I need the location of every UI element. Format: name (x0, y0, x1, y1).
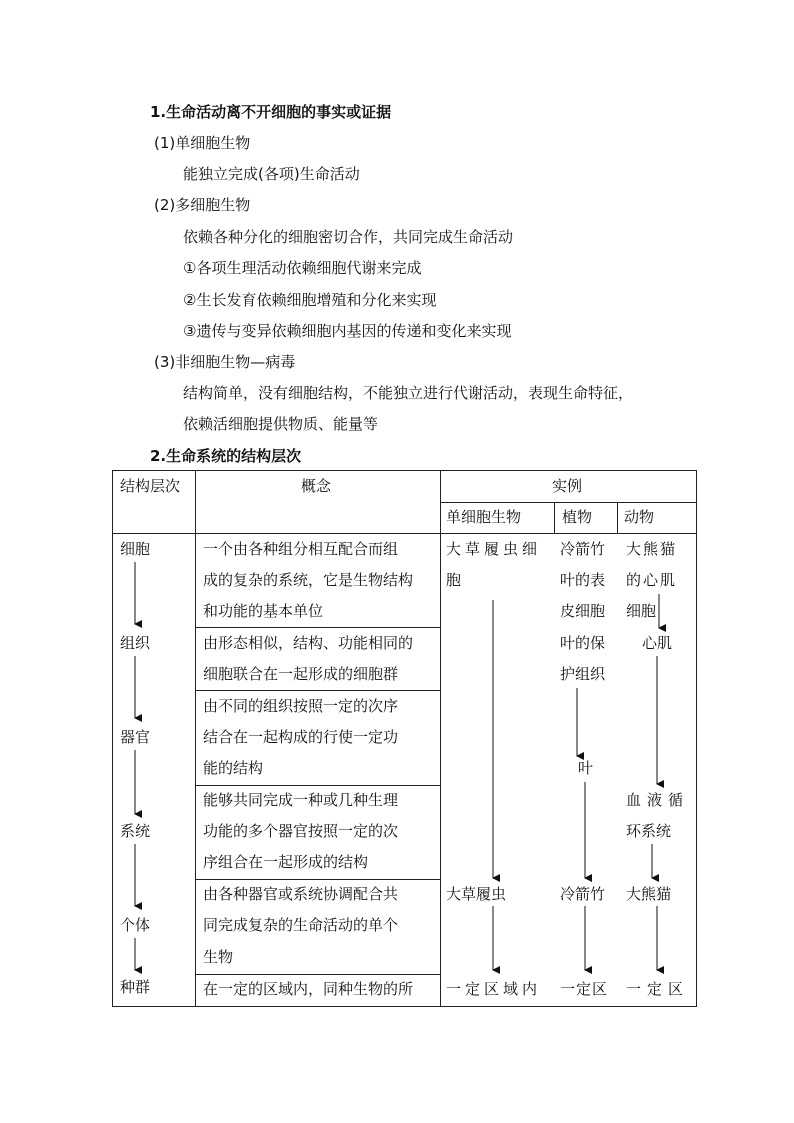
example-animal-cell: 的心肌 (626, 571, 678, 589)
example-unicellular-population: 一定区域内 (446, 980, 542, 998)
example-plant-cell: 叶的表 (560, 571, 606, 589)
concept-line: 能的结构 (203, 759, 264, 777)
example-unicellular-individual: 大草履虫 (446, 885, 507, 903)
concept-line: 由不同的组织按照一定的次序 (203, 697, 399, 715)
header-example: 实例 (552, 477, 583, 495)
point3-label: (3)非细胞生物—病毒 (154, 353, 296, 371)
example-plant-tissue: 护组织 (560, 665, 606, 683)
header-unicellular: 单细胞生物 (446, 508, 522, 526)
section1-title: 1.生命活动离不开细胞的事实或证据 (150, 103, 392, 121)
hierarchy-arrows (112, 470, 697, 1007)
point2-item: ①各项生理活动依赖细胞代谢来完成 (183, 259, 422, 277)
example-animal-cell: 大熊猫 (626, 540, 678, 558)
level-cell: 细胞 (120, 540, 151, 558)
concept-line: 细胞联合在一起形成的细胞群 (203, 665, 399, 683)
concept-line: 功能的多个器官按照一定的次 (203, 822, 399, 840)
concept-line: 生物 (203, 948, 234, 966)
level-individual: 个体 (120, 916, 151, 934)
header-animal: 动物 (624, 508, 655, 526)
example-animal-tissue: 心肌 (642, 634, 673, 652)
example-plant-organ: 叶 (578, 759, 594, 777)
header-level: 结构层次 (120, 477, 181, 495)
point1-label: (1)单细胞生物 (154, 134, 251, 152)
example-plant-individual: 冷箭竹 (560, 885, 606, 903)
concept-line: 能够共同完成一种或几种生理 (203, 791, 399, 809)
concept-line: 一个由各种组分相互配合而组 (203, 540, 399, 558)
header-concept: 概念 (301, 477, 332, 495)
concept-line: 在一定的区域内，同种生物的所 (203, 980, 414, 998)
point2-text: 依赖各种分化的细胞密切合作，共同完成生命活动 (183, 228, 514, 246)
example-plant-population: 一定区 (560, 980, 609, 998)
example-animal-cell: 细胞 (626, 602, 657, 620)
concept-line: 序组合在一起形成的结构 (203, 853, 369, 871)
example-animal-system: 血液循 (626, 791, 690, 809)
point2-item: ③遗传与变异依赖细胞内基因的传递和变化来实现 (183, 322, 512, 340)
example-animal-individual: 大熊猫 (626, 885, 672, 903)
level-system: 系统 (120, 822, 151, 840)
level-population: 种群 (120, 978, 151, 996)
example-animal-population: 一定区 (626, 980, 690, 998)
level-organ: 器官 (120, 728, 151, 746)
concept-line: 结合在一起构成的行使一定功 (203, 728, 399, 746)
concept-line: 同完成复杂的生命活动的单个 (203, 916, 399, 934)
concept-line: 成的复杂的系统，它是生物结构 (203, 571, 414, 589)
header-plant: 植物 (562, 508, 593, 526)
example-unicellular-cell: 胞 (446, 571, 462, 589)
example-plant-cell: 皮细胞 (560, 602, 606, 620)
point3-text: 结构简单，没有细胞结构，不能独立进行代谢活动，表现生命特征， (183, 384, 634, 402)
structure-levels-table (112, 470, 697, 1007)
concept-line: 由形态相似，结构、功能相同的 (203, 634, 414, 652)
example-animal-system: 环系统 (626, 822, 672, 840)
example-plant-cell: 冷箭竹 (560, 540, 606, 558)
point2-item: ②生长发育依赖细胞增殖和分化来实现 (183, 291, 437, 309)
concept-line: 由各种器官或系统协调配合共 (203, 885, 399, 903)
section2-title: 2.生命系统的结构层次 (150, 447, 302, 465)
point2-label: (2)多细胞生物 (154, 196, 251, 214)
level-tissue: 组织 (120, 634, 151, 652)
point3-text: 依赖活细胞提供物质、能量等 (183, 415, 379, 433)
concept-line: 和功能的基本单位 (203, 602, 324, 620)
point1-text: 能独立完成(各项)生命活动 (183, 165, 360, 183)
example-plant-tissue: 叶的保 (560, 634, 606, 652)
example-unicellular-cell: 大草履虫细 (446, 540, 542, 558)
